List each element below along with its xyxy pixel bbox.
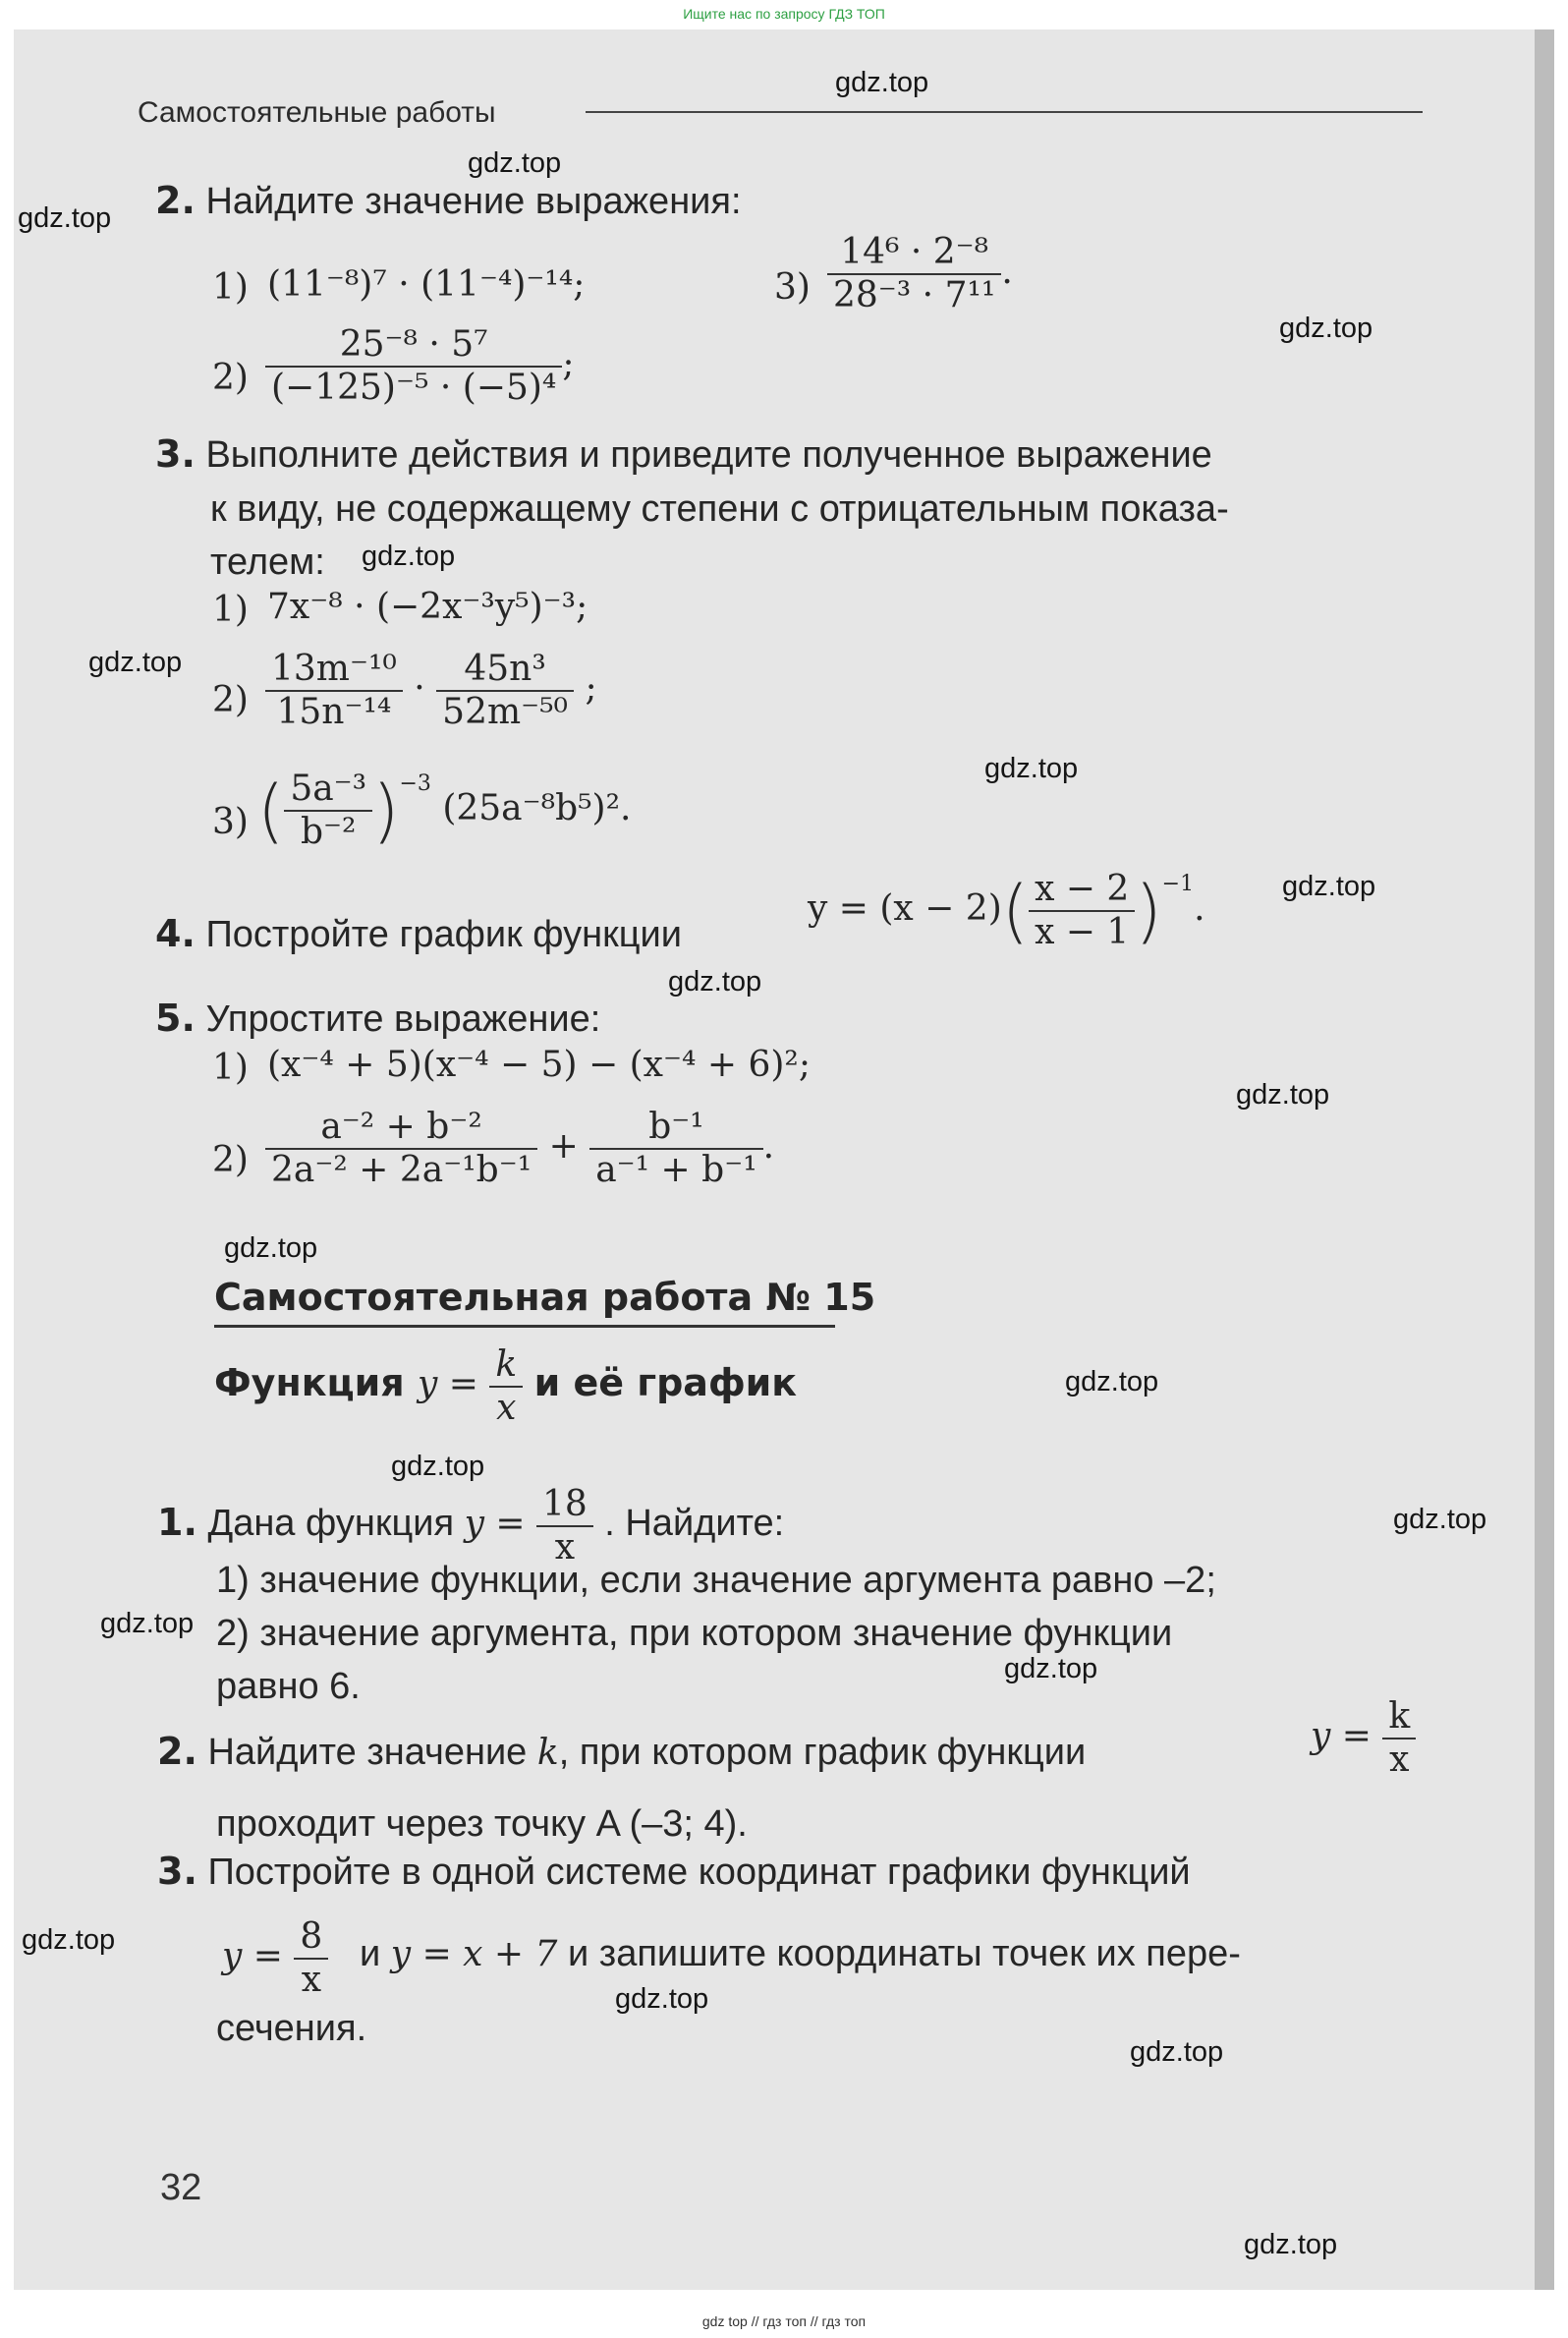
watermark: gdz.top [224,1232,318,1264]
item-label: 3) [212,802,249,842]
denominator: a⁻¹ + b⁻¹ [595,1150,757,1190]
denominator: x [1389,1739,1410,1780]
function-formula: y = x + 7 [390,1934,558,1974]
watermark: gdz.top [1282,871,1376,902]
item-label: 3) [774,267,811,308]
task-text: Постройте в одной системе координат графики функций [207,1852,1191,1893]
numerator: 25⁻⁸ · 5⁷ [265,324,562,368]
punctuation: ; [585,668,597,709]
function-formula [222,1916,328,2001]
item-label: 2) [212,1140,249,1180]
watermark: gdz.top [1065,1366,1159,1397]
fraction-expression [265,324,574,409]
task-text: Найдите значение выражения: [205,181,742,222]
numerator: 14⁶ · 2⁻⁸ [827,232,1001,275]
expression: 7x⁻⁸ · (−2x⁻³y⁵)⁻³; [267,587,588,627]
task-text: . Найдите: [604,1503,785,1544]
item-label: 1) [212,590,249,630]
section-title: Самостоятельная работа № 15 [214,1276,876,1319]
task-number: 3. [155,432,196,476]
variable: k [536,1733,559,1773]
task-text: Выполните действия и приведите полученное выражение [205,434,1212,476]
fraction-expression: ( $\frac{\text{5a⁻³}}{\text{b⁻²}}$ )$^{-3}$ (25a⁻⁸b⁵)². [257,769,632,852]
fraction-expression [265,1107,774,1191]
task-3-line: к виду, не содержащему степени с отрицательным показа- [210,488,1229,530]
fraction-expression [265,649,597,733]
punctuation: ; [562,344,575,384]
watermark: gdz.top [1236,1079,1330,1111]
formula-lhs: y = [222,1936,283,1976]
s15-task-3-line [157,1848,1191,1896]
expression: (25a⁻⁸b⁵)². [442,788,632,828]
numerator: b⁻¹ [589,1107,762,1150]
item-label: 2) [212,680,249,720]
punctuation: . [762,1126,775,1167]
watermark: gdz.top [1393,1504,1487,1535]
denominator: (−125)⁻⁵ · (−5)⁴ [271,368,557,408]
header-rule [586,111,1423,113]
numerator: 45n³ [436,649,574,692]
page-number: 32 [160,2167,202,2208]
denominator: x [301,1960,322,2000]
bottom-banner[interactable]: gdz top // гдз топ // гдз топ [701,2313,867,2329]
denominator: x [554,1527,576,1568]
denominator: 52m⁻⁵⁰ [442,692,568,732]
task-text: Найдите значение [207,1732,528,1773]
formula-lhs: y = [1311,1716,1372,1756]
watermark: gdz.top [1244,2229,1338,2260]
punctuation: . [1194,888,1205,929]
numerator: 5a⁻³ [284,769,372,812]
task-4-heading [155,910,682,958]
expression: (11⁻⁸)⁷ · (11⁻⁴)⁻¹⁴; [267,264,586,305]
task-text: и запишите координаты точек их пере- [568,1933,1241,1974]
numerator: k [1382,1696,1416,1739]
watermark: gdz.top [22,1924,116,1956]
watermark: gdz.top [1004,1653,1098,1684]
s15-task-1-item: равно 6. [216,1666,361,1707]
watermark: gdz.top [1279,313,1373,344]
task-text: Постройте график функции [205,914,682,955]
topic-formula [417,1344,534,1428]
denominator: b⁻² [300,812,357,852]
watermark: gdz.top [668,966,762,998]
denominator: 28⁻³ · 7¹¹ [833,275,996,315]
exponent: −1 [1161,872,1195,896]
task-5-heading [155,995,600,1043]
section-topic [214,1344,797,1429]
function-formula [464,1484,605,1568]
denominator: x [496,1388,517,1428]
item-label: 2) [212,358,249,398]
denominator: x − 1 [1035,912,1130,952]
task-text: Дана функция [207,1503,455,1544]
item-label: 1) [212,1048,249,1088]
exponent: −3 [399,771,431,796]
task-2-heading [155,177,742,225]
task-number: 5. [155,997,196,1040]
task-text: и [360,1933,381,1974]
fraction-expression [827,232,1013,316]
denominator: 2a⁻² + 2a⁻¹b⁻¹ [271,1150,532,1190]
task-number: 2. [157,1730,197,1773]
operator: + [548,1126,579,1167]
section-underline [214,1325,835,1328]
running-header: Самостоятельные работы [138,96,496,129]
numerator: x − 2 [1029,869,1135,912]
function-formula [1311,1696,1416,1781]
operator: · [414,668,425,709]
topic-text: Функция [214,1361,405,1404]
numerator: 8 [294,1916,328,1960]
task-number: 1. [157,1501,197,1544]
s15-task-2-line: проходит через точку A (–3; 4). [216,1803,748,1845]
formula-lhs: y = [417,1364,478,1404]
top-banner[interactable]: Ищите нас по запросу ГДЗ ТОП [683,6,885,22]
watermark: gdz.top [18,202,112,234]
watermark: gdz.top [615,1983,709,2015]
denominator: 15n⁻¹⁴ [276,692,392,732]
task-number: 4. [155,912,196,955]
expression: (x⁻⁴ + 5)(x⁻⁴ − 5) − (x⁻⁴ + 6)²; [267,1045,811,1085]
watermark: gdz.top [391,1451,485,1482]
task-number: 3. [157,1850,197,1893]
s15-task-3-line [360,1930,1241,1977]
s15-task-1-item: 1) значение функции, если значение аргумента равно –2; [216,1560,1216,1601]
numerator: 18 [536,1484,593,1527]
watermark: gdz.top [984,753,1079,784]
task-3-line [155,430,1212,479]
function-expression: y = (x − 2)( $\frac{x - 2}{x - 1}$ )$^{-1}$. [808,869,1205,952]
task-3-line: телем: [210,542,325,583]
watermark: gdz.top [468,147,562,179]
watermark: gdz.top [835,67,929,98]
s15-task-2-line [157,1728,1086,1776]
numerator: 13m⁻¹⁰ [265,649,403,692]
watermark: gdz.top [1130,2036,1224,2068]
watermark: gdz.top [362,541,456,572]
task-text: Упростите выражение: [205,998,601,1040]
s15-task-1-item: 2) значение аргумента, при котором значение функции [216,1613,1173,1654]
task-number: 2. [155,179,196,222]
watermark: gdz.top [88,647,183,678]
s15-task-3-line: сечения. [216,2008,367,2049]
task-text: , при котором график функции [558,1732,1087,1773]
page-edge-shadow [1535,29,1554,2290]
numerator: a⁻² + b⁻² [265,1107,537,1150]
item-label: 1) [212,267,249,308]
topic-text: и её график [533,1361,798,1404]
formula-lhs: y = [464,1504,526,1544]
expression: y = (x − 2) [808,888,1002,929]
punctuation: . [1001,252,1013,292]
watermark: gdz.top [100,1608,195,1639]
numerator: k [489,1344,523,1388]
